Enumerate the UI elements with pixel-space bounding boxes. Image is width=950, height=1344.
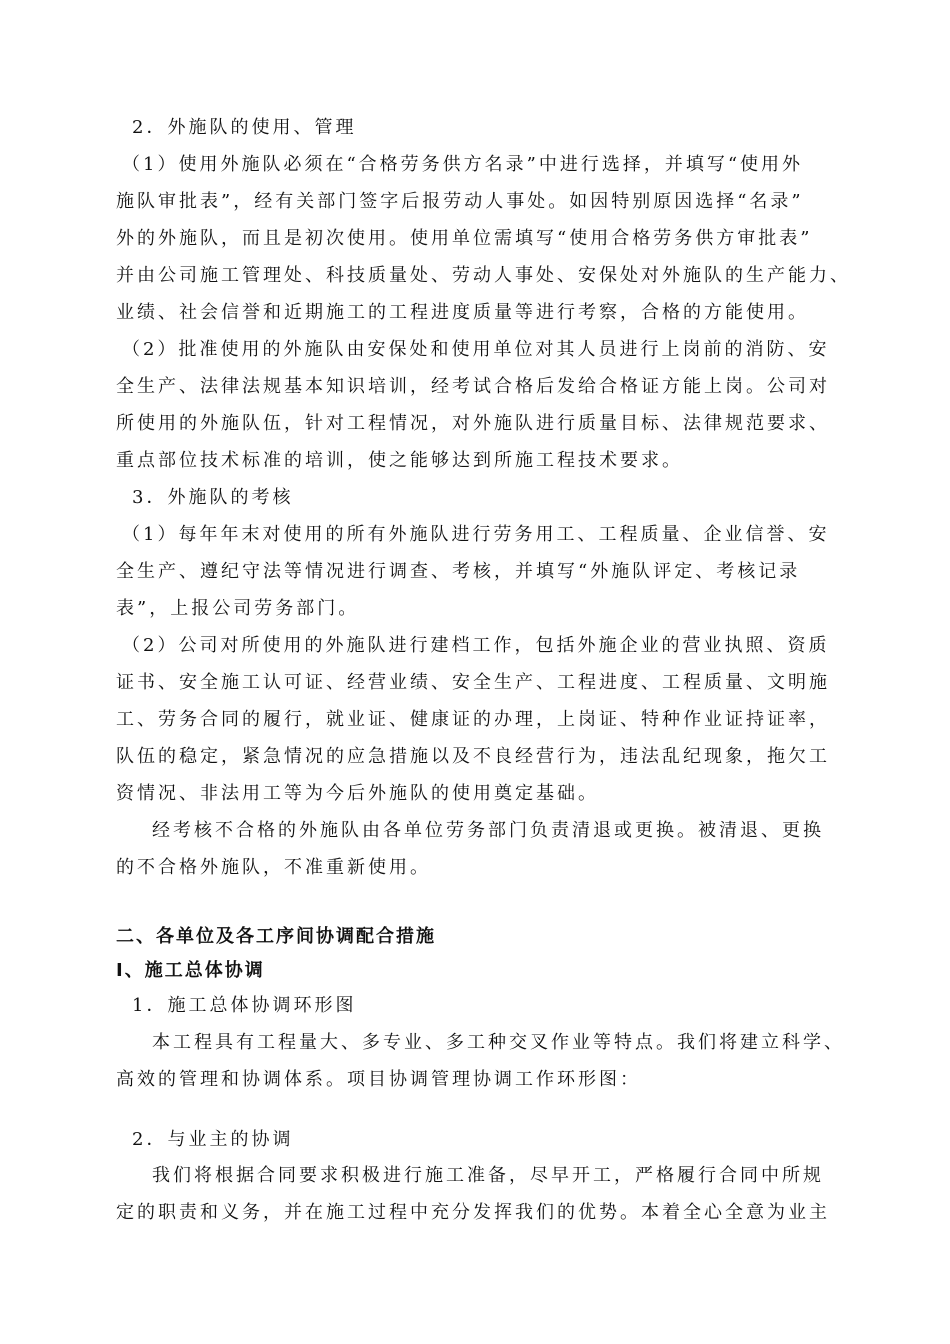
paragraph-line: 表”，上报公司劳务部门。 xyxy=(116,598,360,619)
paragraph-line: （1）使用外施队必须在“合格劳务供方名录”中进行选择，并填写“使用外 xyxy=(122,154,804,175)
paragraph-line: 业绩、社会信誉和近期施工的工程进度质量等进行考察，合格的方能使用。 xyxy=(116,302,809,323)
paragraph-line: 定的职责和义务，并在施工过程中充分发挥我们的优势。本着全心全意为业主 xyxy=(116,1202,830,1223)
paragraph-line: 重点部位技术标准的培训，使之能够达到所施工程技术要求。 xyxy=(116,450,683,471)
chapter-heading: 二、各单位及各工序间协调配合措施 xyxy=(116,926,436,947)
paragraph-line: 队伍的稳定，紧急情况的应急措施以及不良经营行为，违法乱纪现象，拖欠工 xyxy=(116,746,830,767)
paragraph-line: 高效的管理和协调体系。项目协调管理协调工作环形图： xyxy=(116,1069,641,1090)
paragraph-line: 我们将根据合同要求积极进行施工准备，尽早开工，严格履行合同中所规 xyxy=(152,1165,824,1186)
paragraph-line: （1）每年年末对使用的所有外施队进行劳务用工、工程质量、企业信誉、安 xyxy=(122,524,830,545)
paragraph-line: 外的外施队，而且是初次使用。使用单位需填写“使用合格劳务供方审批表” xyxy=(116,228,813,249)
section-1-heading: 1．施工总体协调环形图 xyxy=(132,995,357,1016)
section-2b-heading: 2．与业主的协调 xyxy=(132,1129,294,1150)
paragraph-line: 经考核不合格的外施队由各单位劳务部门负责清退或更换。被清退、更换 xyxy=(152,820,824,841)
paragraph-line: 工、劳务合同的履行，就业证、健康证的办理，上岗证、特种作业证持证率， xyxy=(116,709,830,730)
section-3-heading: 3．外施队的考核 xyxy=(132,487,294,508)
paragraph-line: （2）公司对所使用的外施队进行建档工作，包括外施企业的营业执照、资质 xyxy=(122,635,830,656)
paragraph-line: 证书、安全施工认可证、经营业绩、安全生产、工程进度、工程质量、文明施 xyxy=(116,672,830,693)
paragraph-line: 资情况、非法用工等为今后外施队的使用奠定基础。 xyxy=(116,783,599,804)
paragraph-line: 全生产、法律法规基本知识培训，经考试合格后发给合格证方能上岗。公司对 xyxy=(116,376,830,397)
paragraph-line: 所使用的外施队伍，针对工程情况，对外施队进行质量目标、法律规范要求、 xyxy=(116,413,830,434)
paragraph-line: 并由公司施工管理处、科技质量处、劳动人事处、安保处对外施队的生产能力、 xyxy=(116,265,851,286)
section-2-heading: 2．外施队的使用、管理 xyxy=(132,117,357,138)
paragraph-line: 全生产、遵纪守法等情况进行调查、考核，并填写“外施队评定、考核记录 xyxy=(116,561,801,582)
paragraph-line: 本工程具有工程量大、多专业、多工种交叉作业等特点。我们将建立科学、 xyxy=(152,1032,845,1053)
paragraph-line: 的不合格外施队，不准重新使用。 xyxy=(116,857,431,878)
paragraph-line: （2）批准使用的外施队由安保处和使用单位对其人员进行上岗前的消防、安 xyxy=(122,339,830,360)
paragraph-line: 施队审批表”，经有关部门签字后报劳动人事处。如因特别原因选择“名录” xyxy=(116,191,804,212)
subchapter-heading: Ⅰ、施工总体协调 xyxy=(116,960,265,981)
